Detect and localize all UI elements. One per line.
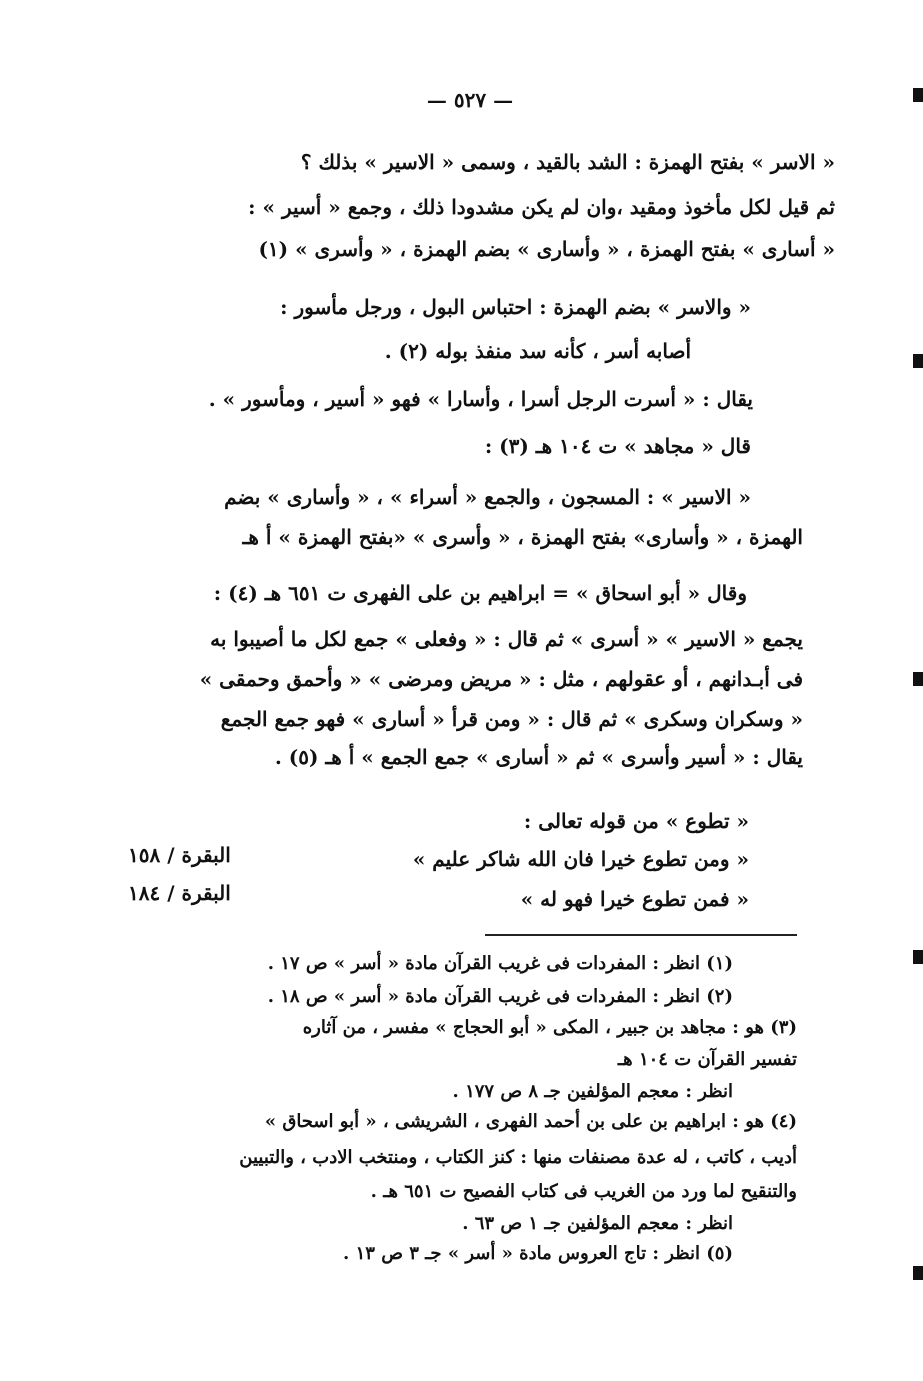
text-line: وقال « أبو اسحاق » = ابراهيم بن على الفهرى ت ٦٥١ هـ (٤) :: [213, 581, 747, 605]
scan-edge-mark: [913, 354, 923, 368]
text-line: أصابه أسر ، كأنه سد منفذ بوله (٢) .: [384, 339, 691, 363]
scan-edge-mark: [913, 88, 923, 102]
text-line: فى أبـدانهم ، أو عقولهم ، مثل : « مريض ومرضى » « وأحمق وحمقى »: [199, 667, 803, 691]
text-line: « أسارى » بفتح الهمزة ، « وأسارى » بضم الهمزة ، « وأسرى » (١): [258, 237, 835, 261]
page-number: — ٥٢٧ —: [426, 88, 514, 112]
scan-edge-mark: [913, 950, 923, 964]
verse-reference: البقرة / ١٨٤: [128, 881, 231, 905]
footnote-line: (٣) هو : مجاهد بن جبير ، المكى « أبو الحجاج » مفسر ، من آثاره: [302, 1017, 797, 1038]
text-line: الهمزة ، « وأسارى» بفتح الهمزة ، « وأسرى » «بفتح الهمزة » أ هـ: [242, 525, 803, 549]
text-line: يجمع « الاسير » « أسرى » ثم قال : « وفعلى » جمع لكل ما أصيبوا به: [210, 627, 803, 651]
footnote-line: (٥) انظر : تاج العروس مادة « أسر » جـ ٣ ص ١٣ .: [343, 1243, 733, 1264]
verse-reference: البقرة / ١٥٨: [128, 843, 231, 867]
text-line: يقال : « أسرت الرجل أسرا ، وأسارا » فهو « أسير ، ومأسور » .: [208, 387, 753, 411]
text-line: « وسكران وسكرى » ثم قال : « ومن قرأ « أسارى » فهو جمع الجمع: [220, 707, 803, 731]
footnote-line: أديب ، كاتب ، له عدة مصنفات منها : كنز الكتاب ، ومنتخب الادب ، والتبيين: [239, 1147, 797, 1168]
text-line: « والاسر » بضم الهمزة : احتباس البول ، ورجل مأسور :: [280, 295, 751, 319]
text-line: قال « مجاهد » ت ١٠٤ هـ (٣) :: [484, 434, 751, 458]
footnote-line: انظر : معجم المؤلفين جـ ٨ ص ١٧٧ .: [452, 1081, 733, 1102]
text-line: ثم قيل لكل مأخوذ ومقيد ،وان لم يكن مشدودا ذلك ، وجمع « أسير » :: [248, 195, 835, 219]
verse-text: « فمن تطوع خيرا فهو له »: [520, 887, 749, 911]
footnote-line: (١) انظر : المفردات فى غريب القرآن مادة « أسر » ص ١٧ .: [267, 953, 733, 974]
footnote-line: تفسير القرآن ت ١٠٤ هـ: [617, 1049, 797, 1070]
scan-edge-mark: [913, 1266, 923, 1280]
text-line: يقال : « أسير وأسرى » ثم « أسارى » جمع الجمع » أ هـ (٥) .: [274, 745, 803, 769]
text-line: « الاسر » بفتح الهمزة : الشد بالقيد ، وسمى « الاسير » بذلك ؟: [300, 150, 835, 174]
verse-text: « ومن تطوع خيرا فان الله شاكر عليم »: [412, 847, 749, 871]
footnote-separator: [485, 934, 797, 936]
footnote-line: (٢) انظر : المفردات فى غريب القرآن مادة « أسر » ص ١٨ .: [267, 986, 733, 1007]
scan-edge-mark: [913, 672, 923, 686]
footnote-line: (٤) هو : ابراهيم بن على بن أحمد الفهرى ، الشريشى ، « أبو اسحاق »: [264, 1111, 797, 1132]
section-heading: « تطوع » من قوله تعالى :: [523, 809, 749, 833]
footnote-line: والتنقيح لما ورد من الغريب فى كتاب الفصيح ت ٦٥١ هـ .: [370, 1181, 797, 1202]
footnote-line: انظر : معجم المؤلفين جـ ١ ص ٦٣ .: [462, 1213, 733, 1234]
text-line: « الاسير » : المسجون ، والجمع « أسراء » ، « وأسارى » بضم: [224, 485, 751, 509]
